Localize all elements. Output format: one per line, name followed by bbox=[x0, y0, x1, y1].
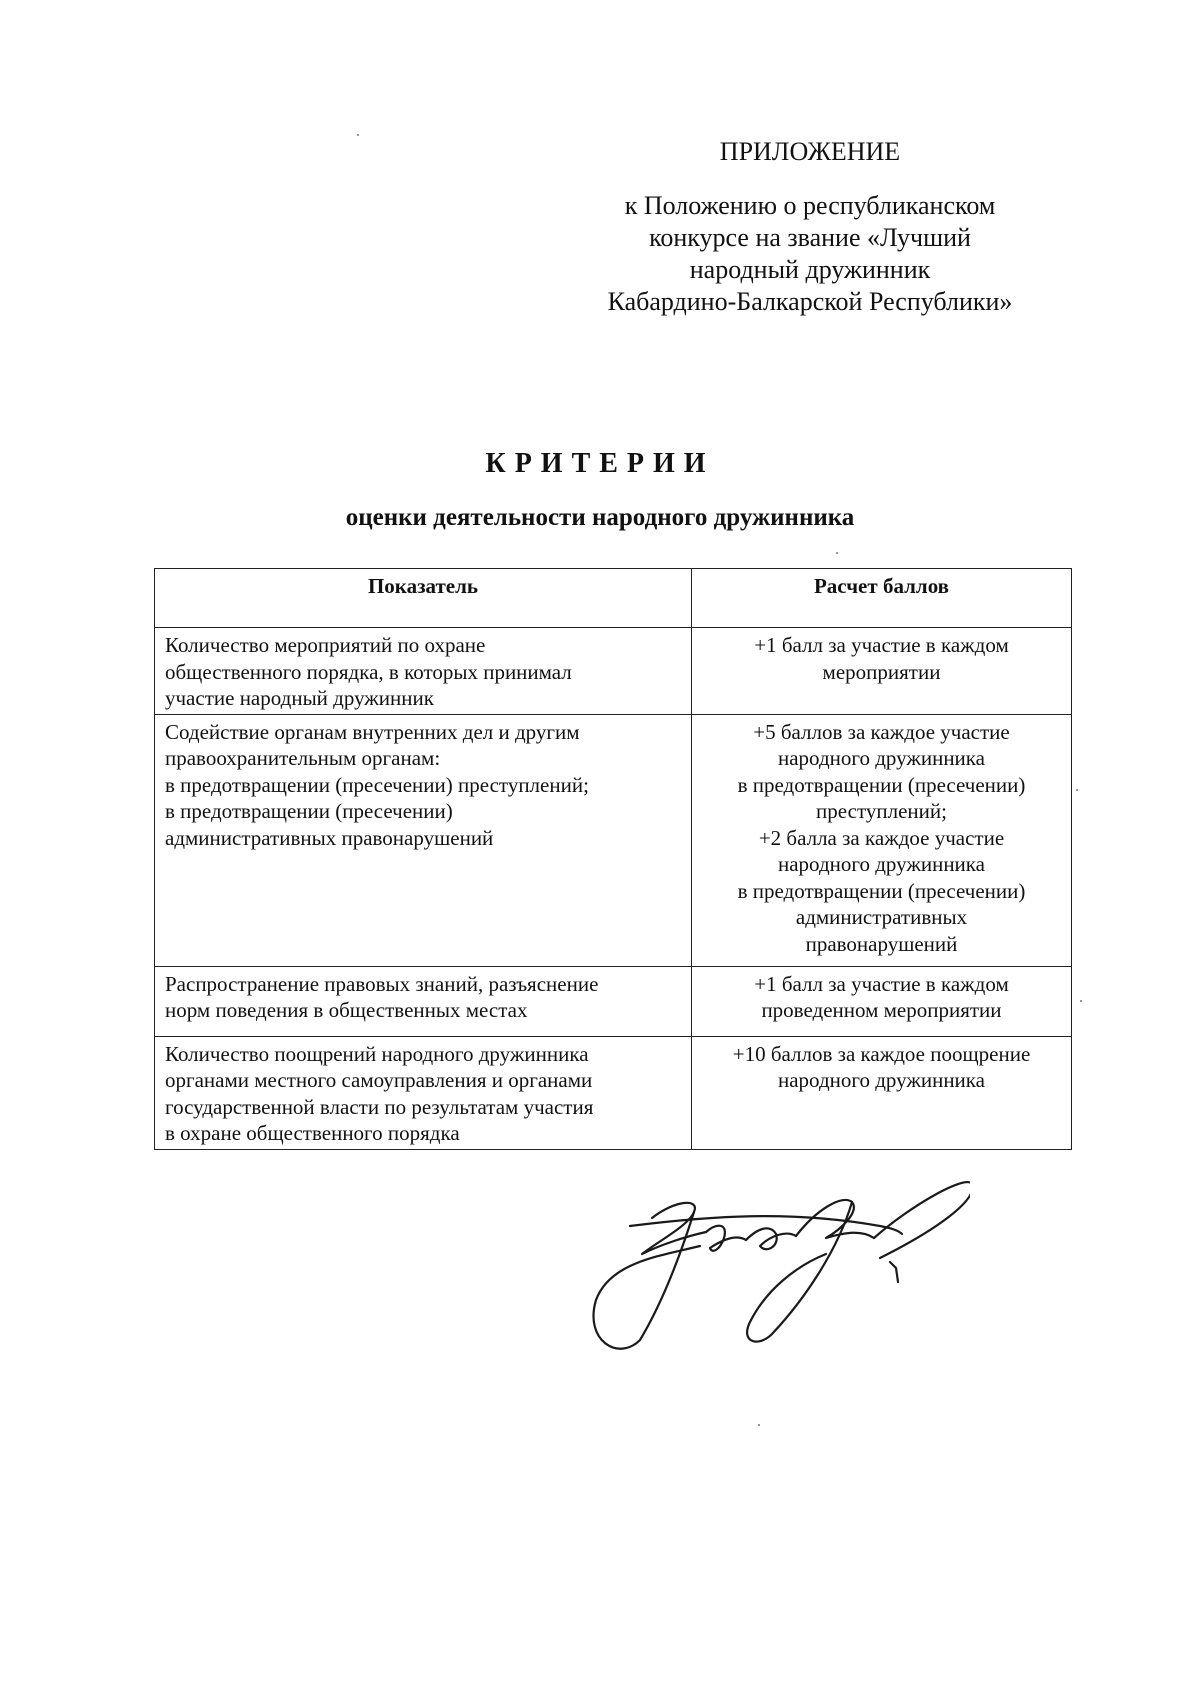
signature-stroke bbox=[706, 1226, 746, 1251]
points-cell bbox=[692, 966, 1072, 1036]
cell-line: Количество мероприятий по охране bbox=[165, 633, 486, 657]
points-cell bbox=[692, 628, 1072, 715]
appendix-header bbox=[560, 136, 1060, 318]
indicator-cell bbox=[155, 966, 692, 1036]
cell-line: +1 балл за участие в каждом bbox=[754, 971, 1009, 996]
cell-line: народного дружинника bbox=[777, 852, 986, 876]
signature-stroke bbox=[594, 1212, 700, 1349]
document-subtitle: оценки деятельности народного дружинника bbox=[345, 504, 855, 531]
cell-line: норм поведения в общественных местах bbox=[165, 998, 528, 1022]
cell-line: государственной власти по результатам участия bbox=[165, 1094, 594, 1119]
scan-speck bbox=[357, 134, 359, 136]
appendix-line: народный дружинник bbox=[689, 255, 931, 284]
cell-line: народного дружинника bbox=[777, 1068, 986, 1092]
cell-line: в предотвращении (пресечении) bbox=[737, 772, 1026, 797]
indicator-cell bbox=[155, 628, 692, 715]
signature-stroke bbox=[747, 1202, 852, 1342]
cell-line: правонарушений bbox=[805, 931, 958, 956]
cell-line: Количество поощрений народного дружинника bbox=[165, 1041, 589, 1066]
scan-speck bbox=[758, 1424, 760, 1426]
cell-line: участие народный дружинник bbox=[165, 686, 434, 710]
appendix-line: к Положению о республиканском bbox=[624, 191, 996, 220]
signature-stroke bbox=[874, 1182, 970, 1258]
cell-line: в предотвращении (пресечении) преступлений; bbox=[165, 772, 589, 797]
cell-line: +2 балла за каждое участие bbox=[758, 825, 1005, 850]
cell-line: органами местного самоуправления и органами bbox=[165, 1068, 593, 1092]
cell-line: проведенном мероприятии bbox=[761, 998, 1002, 1022]
cell-line: +5 баллов за каждое участие bbox=[753, 719, 1010, 744]
cell-line: народного дружинника bbox=[777, 746, 986, 770]
handwritten-signature bbox=[590, 1150, 970, 1350]
cell-line: в предотвращении (пресечении) bbox=[737, 878, 1026, 903]
table-row bbox=[155, 714, 1072, 966]
cell-line: +1 балл за участие в каждом bbox=[754, 633, 1009, 657]
cell-line: мероприятии bbox=[822, 659, 941, 684]
appendix-line: конкурсе на звание «Лучший bbox=[649, 223, 971, 252]
cell-line: в предотвращении (пресечении) bbox=[165, 799, 453, 823]
indicator-cell bbox=[155, 1036, 692, 1149]
cell-line: административных правонарушений bbox=[165, 825, 494, 850]
signature-stroke bbox=[746, 1228, 796, 1249]
indicator-cell bbox=[155, 714, 692, 966]
appendix-title: ПРИЛОЖЕНИЕ bbox=[719, 137, 901, 166]
document-title: КРИТЕРИИ bbox=[485, 448, 715, 479]
signature-stroke bbox=[630, 1216, 902, 1234]
scan-speck bbox=[1076, 789, 1078, 791]
cell-line: в охране общественного порядка bbox=[165, 1121, 460, 1145]
cell-line: общественного порядка, в которых принимал bbox=[165, 659, 572, 684]
table-row bbox=[155, 1036, 1072, 1149]
points-cell bbox=[692, 1036, 1072, 1149]
scan-speck bbox=[836, 552, 838, 554]
cell-line: правоохранительным органам: bbox=[165, 746, 441, 770]
appendix-line: Кабардино-Балкарской Республики» bbox=[607, 287, 1013, 316]
table-header-row bbox=[155, 569, 1072, 628]
points-cell bbox=[692, 714, 1072, 966]
column-header-indicator: Показатель bbox=[155, 569, 692, 628]
scan-speck bbox=[1080, 1000, 1082, 1002]
criteria-table bbox=[154, 568, 1072, 1150]
cell-line: Содействие органам внутренних дел и другим bbox=[165, 719, 580, 744]
cell-line: административных bbox=[795, 905, 968, 929]
cell-line: +10 баллов за каждое поощрение bbox=[732, 1041, 1031, 1066]
column-header-points: Расчет баллов bbox=[692, 569, 1072, 628]
signature-strokes bbox=[594, 1182, 970, 1349]
cell-line: преступлений; bbox=[816, 799, 947, 823]
cell-line: Распространение правовых знаний, разъяснение bbox=[165, 971, 599, 996]
signature-stroke bbox=[890, 1262, 898, 1282]
table-row bbox=[155, 966, 1072, 1036]
table-row bbox=[155, 628, 1072, 715]
